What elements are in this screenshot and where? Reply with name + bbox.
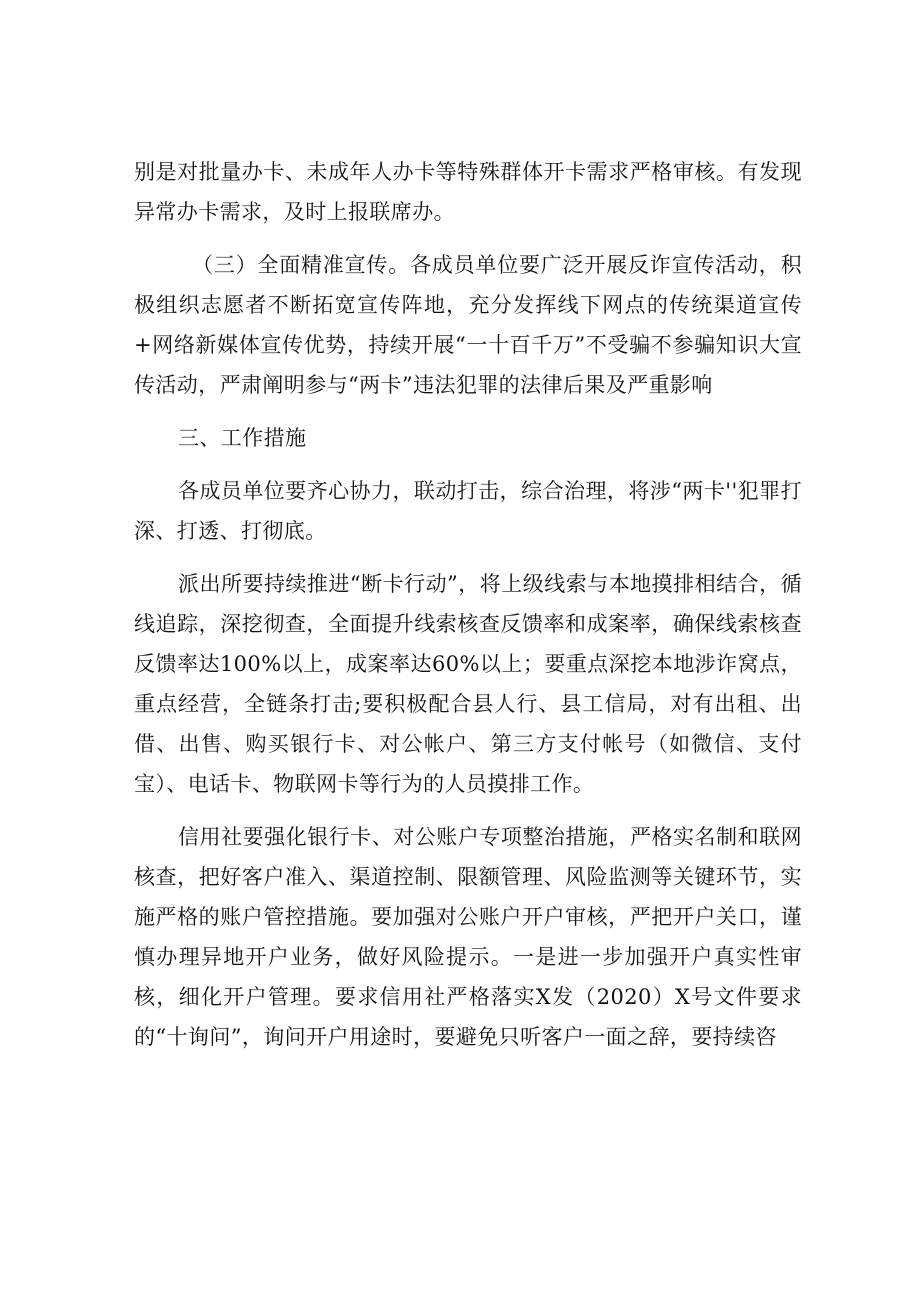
paragraph-card-review: 别是对批量办卡、未成年人办卡等特殊群体开卡需求严格审核。有发现异常办卡需求，及时上报联席办。 — [134, 160, 802, 224]
paragraph-publicity: （三）全面精准宣传。各成员单位要广泛开展反诈宣传活动，积极组织志愿者不断拓宽宣传阵地，充分发挥线下网点的传统渠道宣传+网络新媒体宣传优势，持续开展“一十百千万”不受骗不参骗知识大宣传活动，严肃阐明参与“两卡”违法犯罪的法律后果及严重影响 — [134, 253, 802, 397]
paragraph-police-station: 派出所要持续推进“断卡行动”，将上级线索与本地摸排相结合，循线追踪，深挖彻查，全面提升线索核查反馈率和成案率，确保线索核查反馈率达100%以上，成案率达60%以上；要重点深挖本地涉诈窝点，重点经营，全链条打击;要积极配合县人行、县工信局，对有出租、出借、出售、购买银行卡、对公帐户、第三方支付帐号（如微信、支付宝）、电话卡、物联网卡等行为的人员摸排工作。 — [134, 572, 802, 796]
section-heading-work-measures: 三、工作措施 — [178, 426, 307, 450]
paragraph-joint-strike: 各成员单位要齐心协力，联动打击，综合治理，将涉“两卡''犯罪打深、打透、打彻底。 — [134, 479, 802, 543]
paragraph-credit-union: 信用社要强化银行卡、对公账户专项整治措施，严格实名制和联网核查，把好客户准入、渠道控制、限额管理、风险监测等关键环节，实施严格的账户管控措施。要加强对公账户开户审核，严把开户关口，谨慎办理异地开户业务，做好风险提示。一是进一步加强开户真实性审核，细化开户管理。要求信用社严格落实X发（2020）X号文件要求的“十询问”，询问开户用途时，要避免只听客户一面之辞，要持续咨 — [134, 825, 802, 1049]
document-body — [134, 152, 802, 1070]
